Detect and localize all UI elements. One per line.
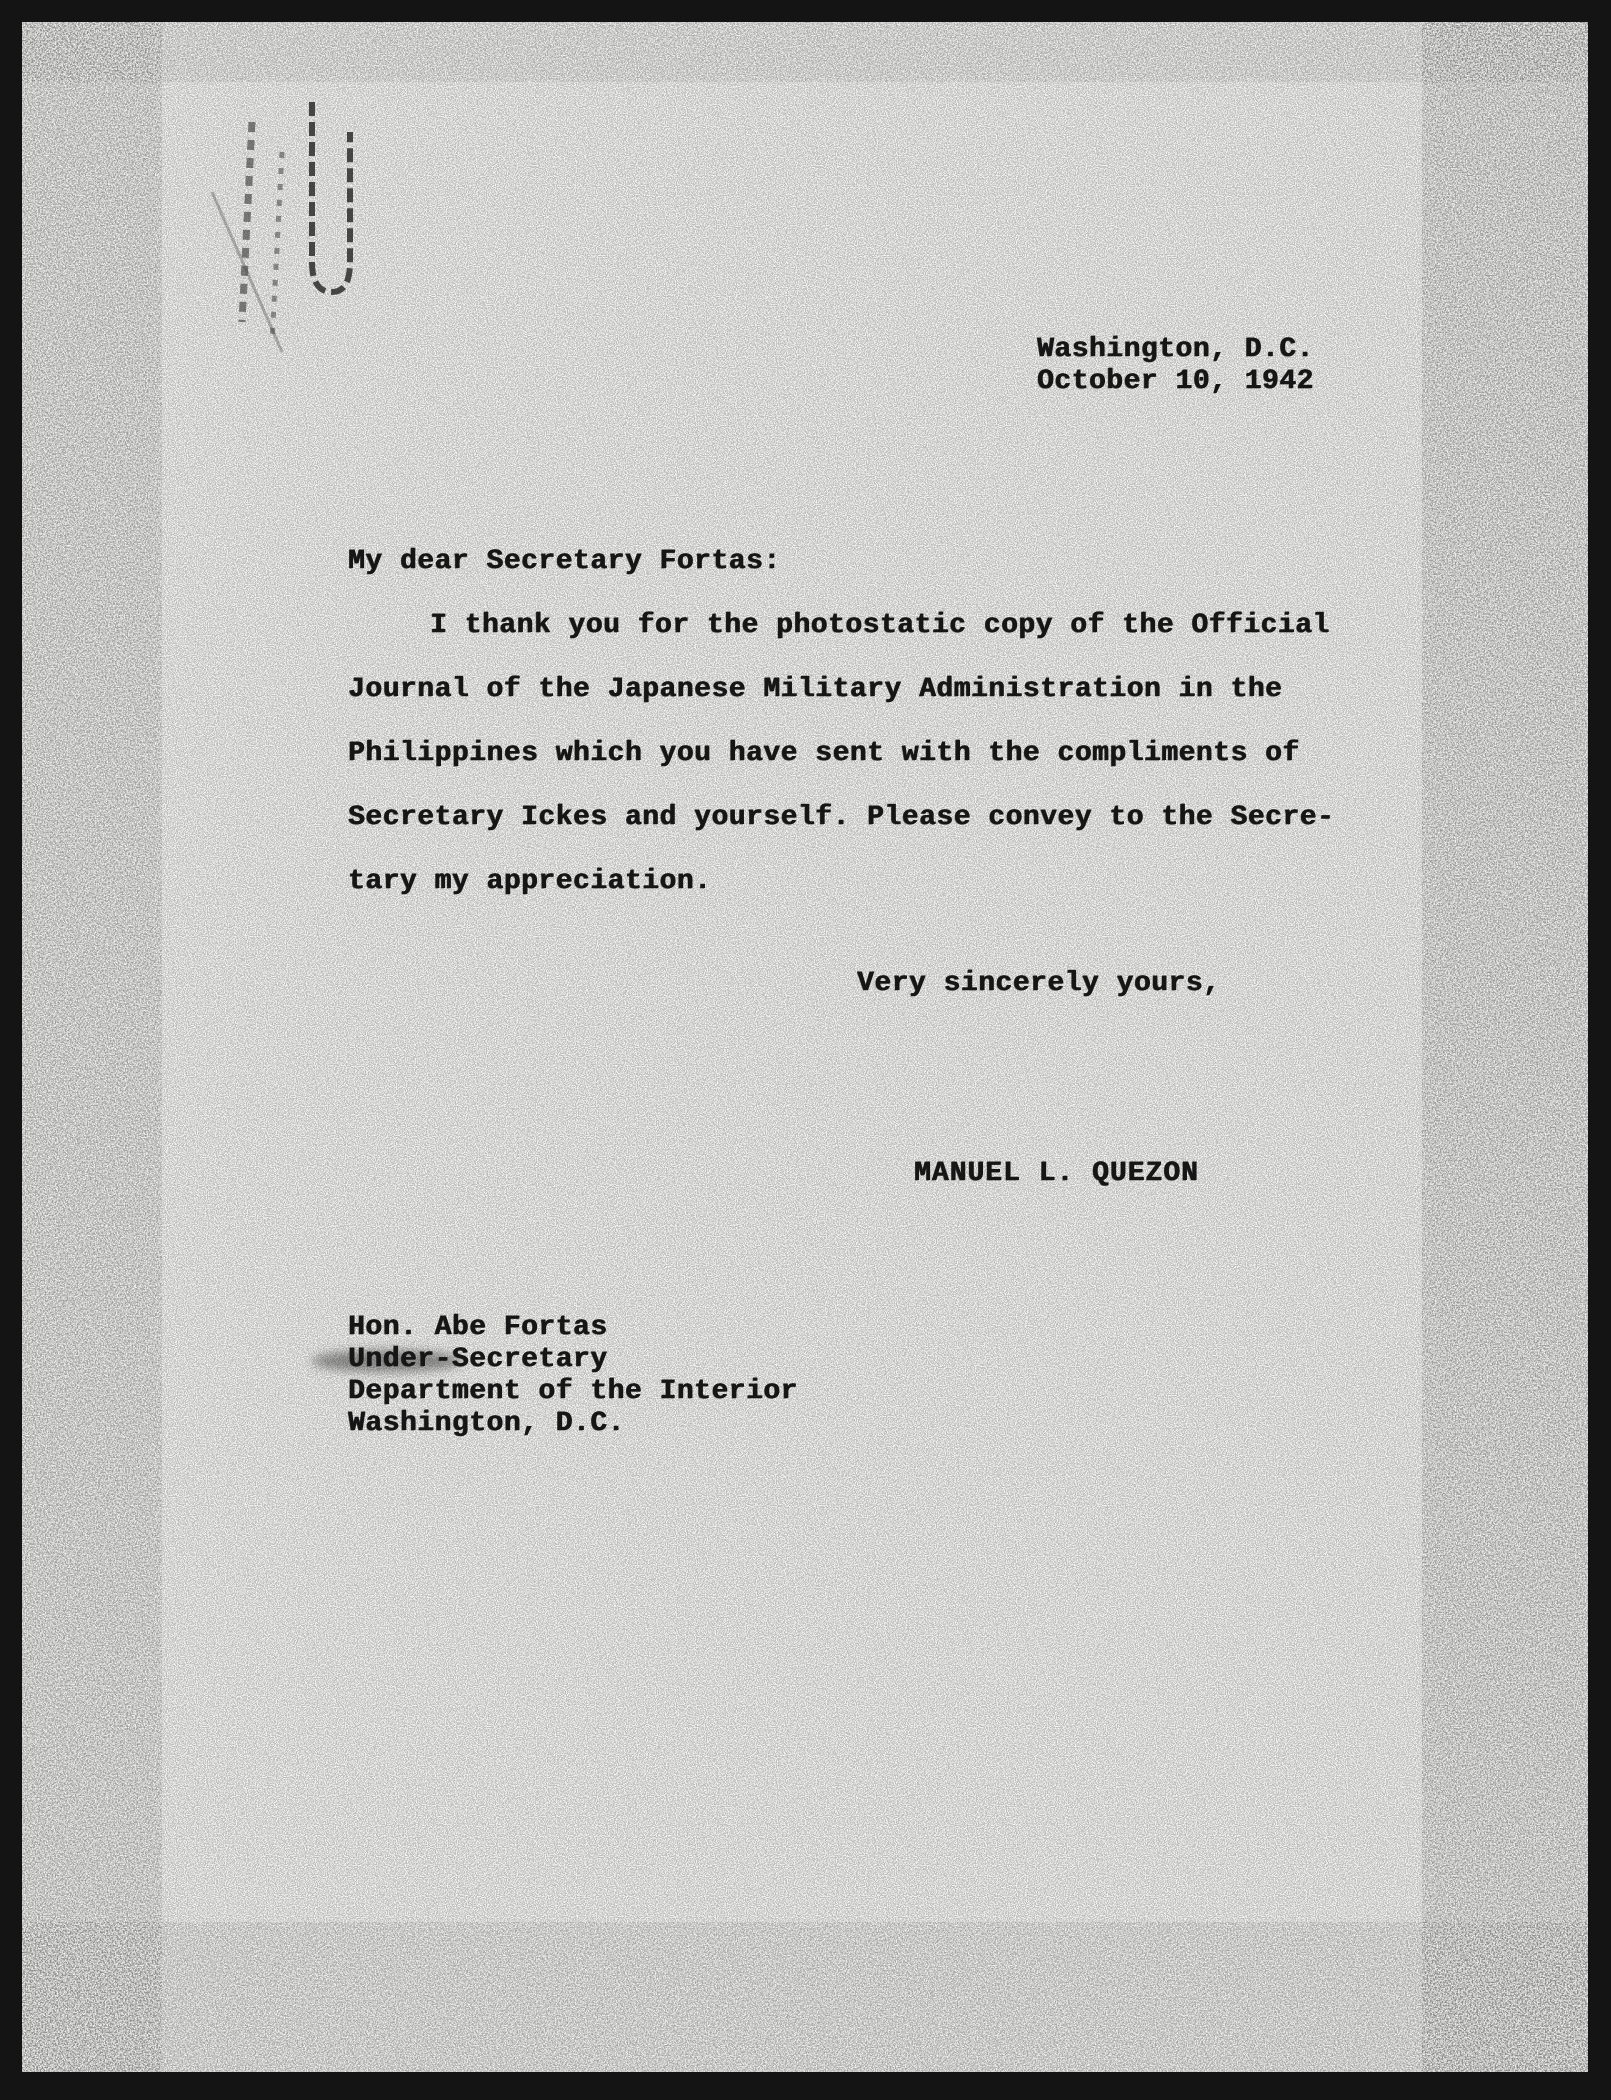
signature: MANUEL L. QUEZON — [914, 1158, 1199, 1189]
date-block — [1037, 334, 1314, 398]
addressee-line: Hon. Abe Fortas — [348, 1312, 608, 1343]
letter-body — [348, 594, 1334, 914]
body-line: Philippines which you have sent with the compliments of — [348, 738, 1300, 769]
addressee-line: Washington, D.C. — [348, 1408, 625, 1439]
addressee-block — [348, 1312, 798, 1440]
addressee-line: Under-Secretary — [348, 1344, 608, 1375]
letter-date: October 10, 1942 — [1037, 366, 1314, 397]
salutation: My dear Secretary Fortas: — [348, 546, 781, 577]
body-line: tary my appreciation. — [348, 866, 712, 897]
letter-place: Washington, D.C. — [1037, 334, 1314, 365]
closing: Very sincerely yours, — [857, 968, 1221, 999]
letter-page — [22, 22, 1588, 2072]
body-line: Secretary Ickes and yourself. Please convey to the Secre- — [348, 802, 1335, 833]
addressee-line: Department of the Interior — [348, 1376, 798, 1407]
body-line: Journal of the Japanese Military Administration in the — [348, 674, 1283, 705]
body-line: I thank you for the photostatic copy of the Official — [430, 610, 1330, 641]
paperclip-mark-icon — [172, 62, 372, 362]
